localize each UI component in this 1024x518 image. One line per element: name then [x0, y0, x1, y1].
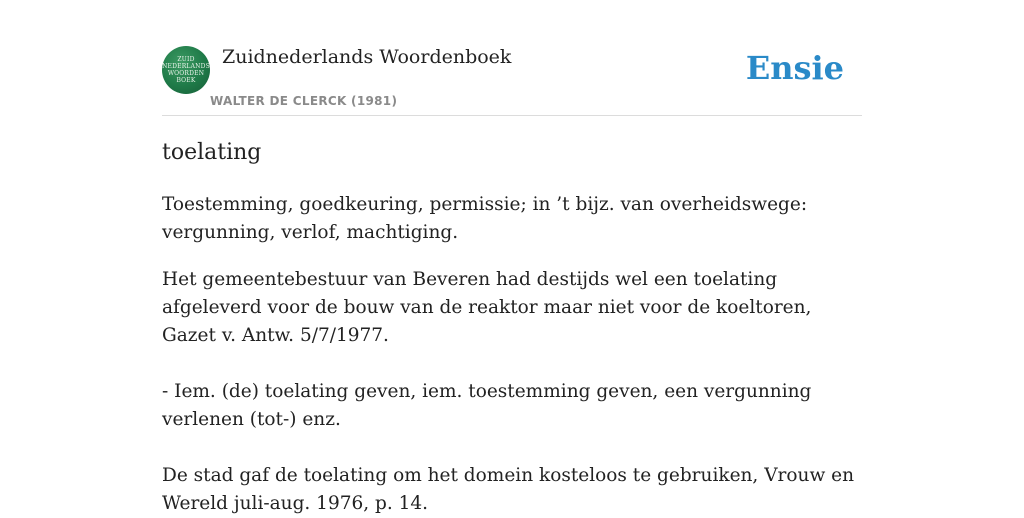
logo-line: WOORDEN: [167, 70, 205, 77]
dictionary-author: WALTER DE CLERCK (1981): [210, 94, 398, 108]
ensie-brand-link[interactable]: Ensie: [745, 49, 844, 87]
dictionary-logo[interactable]: [162, 46, 210, 94]
entry-headword: toelating: [162, 140, 262, 165]
dictionary-header: [162, 40, 862, 116]
entry-usage: - Iem. (de) toelating geven, iem. toestemming geven, een vergunning verlenen (tot-) enz.: [162, 381, 812, 430]
logo-line: BOEK: [176, 77, 196, 84]
entry-definition: Toestemming, goedkeuring, permissie; in ’t bijz. van overheidswege: vergunning, verlof, machtiging.: [162, 194, 808, 243]
page-container: [162, 40, 862, 518]
entry-example: De stad gaf de toelating om het domein kosteloos te gebruiken, Vrouw en Wereld juli-aug. 1976, p. 14.: [162, 465, 855, 514]
logo-line: ZUID: [177, 56, 195, 63]
entry-example: Het gemeentebestuur van Beveren had destijds wel een toelating afgeleverd voor de bouw van de reaktor maar niet voor de koeltoren, Gazet v. Antw. 5/7/1977.: [162, 269, 812, 346]
dictionary-title[interactable]: Zuidnederlands Woordenboek: [222, 46, 512, 68]
logo-line: NEDERLANDS: [162, 63, 210, 70]
